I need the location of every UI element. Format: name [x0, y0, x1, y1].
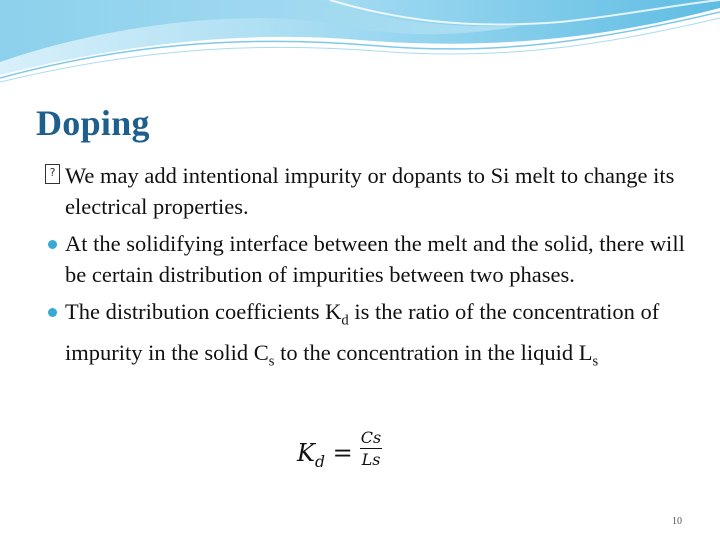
bullet-text: We may add intentional impurity or dopants to Si melt to change its electrical properties.: [65, 163, 675, 219]
formula-fraction: [360, 428, 382, 469]
formula-lhs: $K_d$ =: [297, 439, 353, 471]
bullet-item: [46, 296, 686, 377]
bullet-icon: [48, 240, 57, 249]
bullet-text: At the solidifying interface between the melt and the solid, there will be certain distribution of impurities between two phases.: [65, 231, 685, 287]
formula-numerator: Cs: [360, 428, 382, 447]
fraction-bar: [360, 448, 382, 449]
bullet-icon: [48, 308, 57, 317]
bullet-item: [46, 160, 686, 222]
slide-title: Doping: [36, 103, 150, 143]
slide-body: [46, 160, 686, 383]
bullet-text: The distribution coefficients $K_d$ is the ratio of the concentration of impurity in the solid $C_s$ to the concentration in the liquid $L_s$: [65, 299, 660, 369]
bullet-item: [46, 228, 686, 290]
replacement-box-icon: ?: [45, 164, 60, 184]
page-number: 10: [672, 516, 682, 527]
header-wave-decoration: [0, 0, 720, 90]
formula-denominator: Ls: [361, 450, 381, 469]
